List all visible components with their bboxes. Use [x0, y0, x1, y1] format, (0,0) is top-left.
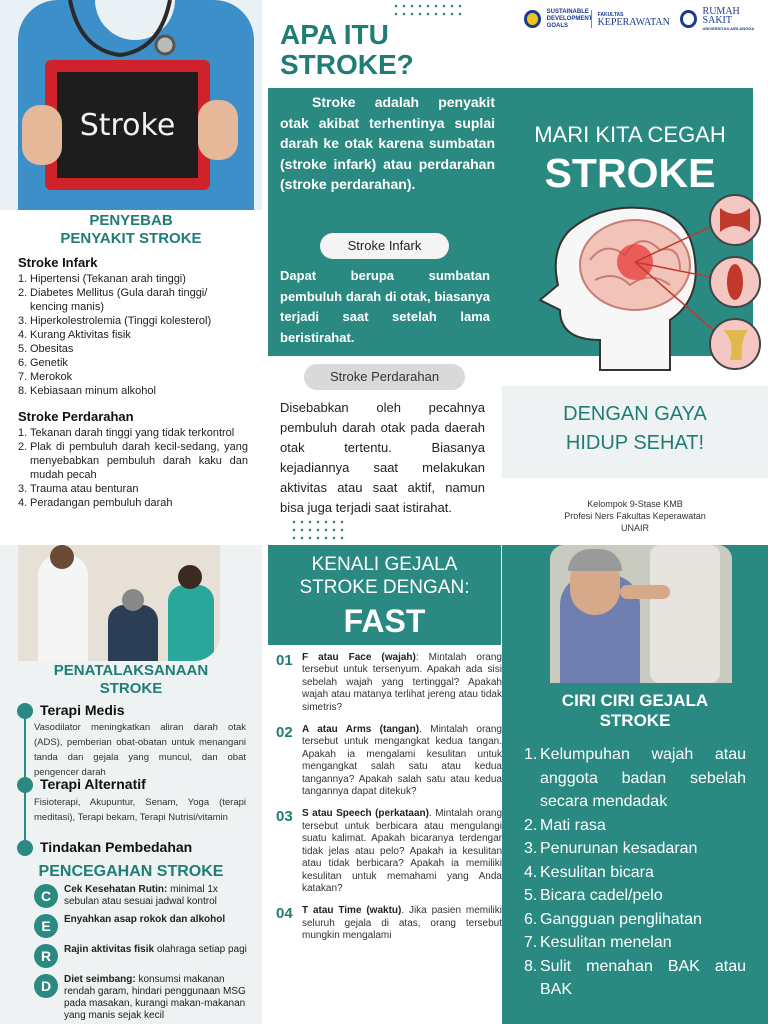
definition-text: Stroke adalah penyakit otak akibat terhentinya suplai darah ke otak karena sumbatan (stroke infark) atau perdarahan (stroke perdarahan).	[280, 94, 495, 192]
gaya-text: DENGAN GAYA HIDUP SEHAT!	[563, 403, 707, 454]
list-item-text: Diabetes Mellitus (Gula darah tinggi/ kencing manis)	[30, 287, 208, 313]
pencegahan-text: Enyahkan asap rokok dan alkohol	[64, 914, 226, 925]
infark-desc: Dapat berupa sumbatan pembuluh darah di otak, biasanya terjadi saat setelah lama beristirahat.	[280, 268, 490, 345]
fast-number: 03	[276, 808, 293, 826]
ciri-item	[524, 884, 746, 908]
list-number: 4.	[18, 329, 28, 341]
list-number: 3.	[18, 315, 28, 327]
infark-item	[18, 342, 248, 356]
ciri-list	[524, 743, 746, 1002]
list-number: 3.	[524, 840, 538, 857]
infark-item	[18, 286, 248, 314]
perdarahan-item	[18, 482, 248, 496]
pencegahan-item	[34, 884, 250, 908]
ciri-item	[524, 814, 746, 838]
therapy-photo	[18, 545, 220, 661]
cegah-line2: STROKE	[544, 150, 716, 196]
letter-badge: C	[34, 884, 58, 908]
list-item-text: Mati rasa	[540, 816, 606, 834]
fast-text: F atau Face (wajah): Mintalah orang tersebut untuk tersenyum. Apakah ada sisi sebelah wajah yang tertinggal? Apakah wajah atau matanya terlihat jereng atau tidak simetris?	[302, 652, 502, 713]
fast-text: T atau Time (waktu). Jika pasien memiliki seluruh gejala di atas, orang tersebut mungkin mengalami	[302, 905, 502, 942]
pencegahan-item	[34, 914, 250, 938]
decor-dots	[290, 518, 346, 542]
timeline-dot	[17, 840, 33, 856]
list-number: 4.	[18, 497, 28, 509]
ciri-title: CIRI CIRI GEJALA STROKE	[561, 691, 709, 730]
pencegahan-text: Cek Kesehatan Rutin: minimal 1x sebulan atau sesuai jadwal kontrol	[64, 884, 218, 907]
unair-logo-icon	[680, 10, 697, 28]
list-number: 1.	[18, 273, 28, 285]
decor-dots	[392, 2, 462, 18]
pencegahan-title: PENCEGAHAN STROKE	[38, 863, 224, 880]
list-number: 2.	[18, 287, 28, 299]
patient-photo	[550, 545, 732, 683]
fast-item	[276, 905, 502, 942]
list-number: 5.	[524, 887, 538, 904]
perdarahan-item	[18, 496, 248, 510]
list-number: 7.	[524, 934, 538, 951]
fast-number: 01	[276, 652, 293, 669]
ciri-item	[524, 908, 746, 932]
infark-pill: Stroke Infark	[320, 233, 449, 259]
list-item-text: Hiperkolestrolemia (Tinggi kolesterol)	[30, 315, 212, 327]
pencegahan-text: Rajin aktivitas fisik olahraga setiap pagi	[64, 944, 247, 955]
list-number: 1.	[524, 746, 538, 763]
perdarahan-pill: Stroke Perdarahan	[304, 364, 465, 390]
fast-text: S atau Speech (perkataan). Mintalah orang tersebut untuk berbicara atau mengulangi suatu kalimat. Apakah bicaranya terdengar tidak jelas atau pelo? Apakah ia kesulitan atau tidak berbicara? Apakah ia memiliki kesulitan untuk memahami yang Anda katakan?	[302, 808, 502, 894]
penyebab-perdarahan: Stroke Perdarahan 1. Tekanan darah tinggi yang tidak terkontrol 2. Plak di pembuluh darah kecil-sedang, yang menyebabkan pembuluh darah kaku dan mudah pecah 3. Trauma atau benturan 4. Peradangan pembuluh darah	[18, 409, 248, 509]
list-item-text: Kurang Aktivitas fisik	[30, 329, 131, 341]
list-number: 6.	[18, 357, 28, 369]
perdarahan-desc: Disebabkan oleh pecahnya pembuluh darah otak pada daerah otak tertentu. Biasanya kejadiannya saat melakukan aktivitas atau saat aktif, namun bisa juga terjadi saat istirahat.	[280, 400, 485, 515]
list-number: 2.	[524, 816, 538, 834]
perdarahan-item	[18, 440, 248, 482]
list-number: 2.	[18, 441, 28, 453]
list-item-text: Hipertensi (Tekanan arah tinggi)	[30, 273, 186, 285]
list-item-text: Obesitas	[30, 343, 74, 355]
cegah-line1: MARI KITA CEGAH	[534, 122, 726, 147]
infark-item	[18, 314, 248, 328]
list-item-text: Genetik	[30, 357, 68, 369]
brain-illustration	[530, 190, 768, 386]
letter-badge: R	[34, 944, 58, 968]
ciri-item	[524, 743, 746, 814]
rs-logo: RUMAH SAKIT UNIVERSITAS AIRLANGGA	[702, 5, 755, 31]
infark-item	[18, 356, 248, 370]
list-item-text: Kesulitan menelan	[540, 934, 672, 951]
ciri-item	[524, 955, 746, 1002]
fast-item	[276, 808, 502, 895]
infark-item	[18, 370, 248, 384]
fast-item	[276, 652, 502, 714]
fast-number: 02	[276, 724, 293, 742]
credit: Kelompok 9-Stase KMB Profesi Ners Fakultas Keperawatan UNAIR	[564, 499, 706, 533]
letter-badge: D	[34, 974, 58, 998]
terapi-alt-title: Terapi Alternatif	[40, 776, 146, 792]
pembedahan-title: Tindakan Pembedahan	[40, 839, 193, 855]
list-item-text: Penurunan kesadaran	[540, 840, 698, 857]
list-number: 5.	[18, 343, 28, 355]
list-item-text: Bicara cadel/pelo	[540, 887, 663, 904]
terapi-medis-desc: Vasodilator meningkatkan aliran darah otak (ADS), pemberian obat-obatan untuk menangani tanda dan gejala yang muncul, dan obat pengencer darah	[34, 722, 246, 778]
ciri-item	[524, 837, 746, 861]
fast-number: 04	[276, 905, 293, 923]
timeline-dot	[17, 703, 33, 719]
letter-badge: E	[34, 914, 58, 938]
fakultas-logo: FAKULTAS KEPERAWATAN	[597, 11, 670, 28]
list-item-text: Kesulitan bicara	[540, 863, 654, 881]
penyebab-infark: Stroke Infark 1. Hipertensi (Tekanan arah tinggi) 2. Diabetes Mellitus (Gula darah tinggi/ kencing manis) 3. Hiperkolestrolemia (Tinggi kolesterol) 4. Kurang Aktivitas fisik 5. Obesitas 6. Genetik 7. Merokok 8. Kebiasaan minum alkohol	[18, 254, 248, 398]
infark-item	[18, 384, 248, 398]
list-item-text: Tekanan darah tinggi yang tidak terkontrol	[30, 427, 235, 439]
fast-text: A atau Arms (tangan). Mintalah orang tersebut untuk mengangkat kedua tangan. Apakah ia mengalami kesulitan untuk mengangkat salah satu atau kedua tangannya? Apakah salah satu atau kedua tangannya dapat ditekuk?	[302, 724, 502, 798]
board-text: Stroke	[79, 107, 176, 143]
ciri-item	[524, 861, 746, 885]
list-number: 7.	[18, 371, 28, 383]
infark-list	[18, 272, 248, 398]
fast-big: FAST	[343, 603, 426, 639]
perdarahan-item	[18, 426, 248, 440]
stroke-sign-board	[45, 60, 210, 190]
list-item-text: Plak di pembuluh darah kecil-sedang, yang menyebabkan pembuluh darah kaku dan mudah pecah	[30, 441, 248, 481]
penyebab-title: PENYEBAB PENYAKIT STROKE	[60, 212, 202, 247]
list-item-text: Trauma atau benturan	[30, 483, 139, 495]
terapi-medis-title: Terapi Medis	[40, 702, 125, 718]
list-number: 8.	[18, 385, 28, 397]
pencegahan-list	[34, 884, 250, 1022]
list-item-text: Kelumpuhan wajah atau anggota badan sebelah secara mendadak	[540, 746, 746, 810]
list-number: 8.	[524, 957, 538, 975]
terapi-alt-desc: Fisioterapi, Akupuntur, Senam, Yoga (terapi meditasi), Terapi bekam, Terapi Nutrisi/vitamin	[34, 797, 246, 823]
penatalaksanaan-title: PENATALAKSANAAN STROKE	[53, 662, 209, 697]
list-number: 4.	[524, 863, 538, 881]
perdarahan-list	[18, 426, 248, 510]
list-item-text: Gangguan penglihatan	[540, 910, 702, 928]
ciri-item	[524, 931, 746, 955]
list-number: 1.	[18, 427, 28, 439]
list-item-text: Merokok	[30, 371, 73, 383]
timeline-dot	[17, 777, 33, 793]
apa-itu-title: APA ITU STROKE?	[280, 19, 414, 80]
list-number: 3.	[18, 483, 28, 495]
list-item-text: Peradangan pembuluh darah	[30, 497, 173, 509]
logo-bar: SUSTAINABLE DEVELOPMENT GOALS FAKULTAS KEPERAWATAN RUMAH SAKIT UNIVERSITAS AIRLANGGA	[524, 8, 764, 30]
pencegahan-text: Diet seimbang: konsumsi makanan rendah garam, hindari penggunaan MSG pada masakan, kurangi makan-makanan yang manis sejak kecil	[64, 974, 246, 1021]
infark-item	[18, 328, 248, 342]
fast-list	[276, 652, 502, 1024]
sdg-logo-icon	[524, 10, 541, 28]
fast-title: KENALI GEJALA STROKE DENGAN:	[299, 554, 470, 598]
hero-photo	[0, 0, 262, 210]
list-item-text: Kebiasaan minum alkohol	[30, 385, 156, 397]
list-number: 6.	[524, 910, 538, 928]
list-item-text: Sulit menahan BAK atau BAK	[540, 957, 746, 998]
infark-item	[18, 272, 248, 286]
fast-item	[276, 724, 502, 798]
pencegahan-item	[34, 974, 250, 1022]
pencegahan-item	[34, 944, 250, 968]
